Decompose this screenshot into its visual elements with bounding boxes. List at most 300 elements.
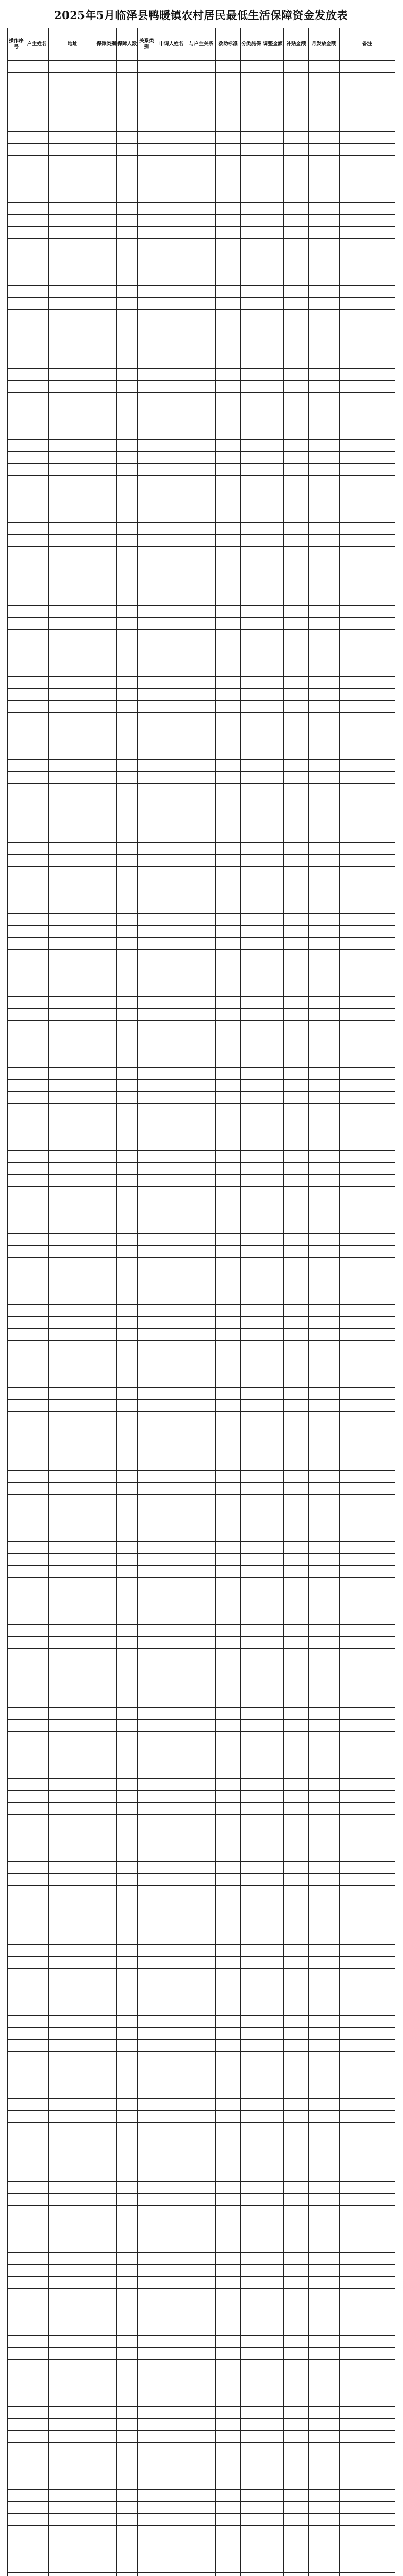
table-cell	[216, 227, 241, 239]
table-cell	[117, 2182, 138, 2194]
table-cell	[309, 535, 340, 547]
table-cell	[117, 1945, 138, 1957]
table-cell	[187, 2502, 216, 2514]
table-cell	[216, 902, 241, 914]
table-cell	[25, 2182, 49, 2194]
table-cell	[216, 1779, 241, 1791]
table-cell	[138, 1862, 156, 1874]
table-cell	[187, 144, 216, 156]
table-cell	[241, 961, 262, 973]
table-cell	[138, 1743, 156, 1755]
table-cell	[25, 1400, 49, 1412]
table-cell	[96, 1222, 117, 1234]
table-cell	[156, 1352, 187, 1364]
table-cell	[309, 1044, 340, 1056]
table-cell	[156, 926, 187, 938]
table-cell	[25, 2537, 49, 2549]
table-cell	[8, 2123, 25, 2134]
table-cell	[96, 167, 117, 179]
table-cell	[96, 1021, 117, 1032]
table-cell	[216, 2253, 241, 2265]
table-row	[8, 84, 395, 96]
table-cell	[8, 1945, 25, 1957]
table-cell	[262, 558, 284, 570]
table-cell	[8, 1269, 25, 1281]
table-cell	[96, 1258, 117, 1269]
table-cell	[138, 2561, 156, 2573]
table-cell	[8, 2134, 25, 2146]
table-cell	[8, 1992, 25, 2004]
table-cell	[309, 1589, 340, 1601]
table-cell	[117, 2300, 138, 2312]
table-cell	[156, 1269, 187, 1281]
table-cell	[309, 1210, 340, 1222]
table-cell	[187, 2360, 216, 2371]
table-cell	[96, 345, 117, 357]
table-cell	[96, 807, 117, 819]
table-cell	[241, 1281, 262, 1293]
table-cell	[8, 2146, 25, 2158]
table-row	[8, 570, 395, 582]
table-cell	[309, 487, 340, 499]
table-cell	[156, 393, 187, 404]
table-cell	[8, 736, 25, 748]
table-cell	[96, 1625, 117, 1637]
table-cell	[138, 1234, 156, 1246]
table-cell	[49, 1317, 96, 1329]
table-cell	[284, 878, 309, 890]
table-cell	[156, 1909, 187, 1921]
table-cell	[8, 2478, 25, 2490]
table-cell	[187, 2371, 216, 2383]
table-cell	[8, 2016, 25, 2028]
table-cell	[138, 1459, 156, 1471]
table-cell	[49, 215, 96, 227]
table-cell	[241, 1175, 262, 1187]
table-cell	[25, 2300, 49, 2312]
table-cell	[49, 878, 96, 890]
table-row	[8, 96, 395, 108]
col-header-persons: 保障人数	[117, 28, 138, 61]
table-cell	[187, 452, 216, 464]
table-cell	[49, 1767, 96, 1779]
table-cell	[309, 1696, 340, 1708]
table-cell	[241, 476, 262, 487]
table-cell	[340, 2514, 395, 2526]
table-cell	[117, 997, 138, 1009]
table-cell	[216, 262, 241, 274]
table-cell	[309, 867, 340, 878]
table-cell	[340, 1400, 395, 1412]
table-cell	[241, 1732, 262, 1743]
table-cell	[262, 452, 284, 464]
table-cell	[284, 1163, 309, 1175]
table-cell	[117, 713, 138, 724]
table-cell	[156, 156, 187, 167]
table-cell	[284, 819, 309, 831]
table-cell	[309, 736, 340, 748]
table-cell	[187, 1068, 216, 1080]
table-cell	[262, 1056, 284, 1068]
table-cell	[25, 452, 49, 464]
table-cell	[187, 2490, 216, 2502]
table-cell	[25, 369, 49, 381]
table-cell	[340, 713, 395, 724]
table-cell	[284, 1305, 309, 1317]
table-cell	[96, 1589, 117, 1601]
table-cell	[241, 2075, 262, 2087]
table-row	[8, 1921, 395, 1933]
table-row	[8, 1720, 395, 1732]
table-cell	[340, 2087, 395, 2099]
table-cell	[284, 1127, 309, 1139]
table-cell	[284, 2194, 309, 2206]
table-cell	[96, 772, 117, 784]
table-cell	[49, 298, 96, 310]
table-cell	[284, 1506, 309, 1518]
table-cell	[187, 1092, 216, 1104]
table-cell	[262, 1862, 284, 1874]
table-cell	[8, 2348, 25, 2360]
table-cell	[25, 2312, 49, 2324]
table-cell	[309, 2300, 340, 2312]
table-cell	[309, 2134, 340, 2146]
table-row	[8, 582, 395, 594]
table-cell	[262, 2265, 284, 2277]
table-cell	[187, 2419, 216, 2431]
table-cell	[96, 2561, 117, 2573]
table-cell	[309, 760, 340, 772]
table-cell	[156, 736, 187, 748]
table-cell	[138, 985, 156, 997]
table-cell	[49, 2289, 96, 2300]
table-cell	[96, 1672, 117, 1684]
table-cell	[241, 1258, 262, 1269]
table-cell	[284, 1660, 309, 1672]
col-header-subsidy: 补贴金额	[284, 28, 309, 61]
table-cell	[241, 1708, 262, 1720]
table-row	[8, 1660, 395, 1672]
table-cell	[117, 1471, 138, 1483]
table-cell	[340, 1246, 395, 1258]
table-cell	[156, 760, 187, 772]
table-cell	[216, 1684, 241, 1696]
table-cell	[187, 1660, 216, 1672]
table-cell	[25, 748, 49, 760]
table-cell	[25, 1660, 49, 1672]
table-cell	[138, 1269, 156, 1281]
table-cell	[340, 1743, 395, 1755]
table-cell	[309, 1104, 340, 1115]
table-row	[8, 357, 395, 369]
table-cell	[117, 2466, 138, 2478]
table-cell	[8, 1115, 25, 1127]
table-row	[8, 1281, 395, 1293]
table-cell	[241, 1352, 262, 1364]
table-cell	[340, 1672, 395, 1684]
table-cell	[49, 1329, 96, 1341]
table-cell	[25, 1969, 49, 1980]
table-cell	[96, 950, 117, 961]
table-cell	[241, 1447, 262, 1459]
table-row	[8, 2052, 395, 2063]
table-cell	[262, 570, 284, 582]
table-cell	[216, 878, 241, 890]
table-cell	[187, 499, 216, 511]
table-cell	[49, 1139, 96, 1151]
table-cell	[284, 2277, 309, 2289]
table-cell	[309, 120, 340, 132]
table-cell	[156, 511, 187, 523]
table-cell	[262, 914, 284, 926]
col-header-relation: 与户主关系	[187, 28, 216, 61]
table-cell	[340, 333, 395, 345]
table-cell	[187, 357, 216, 369]
table-cell	[241, 2431, 262, 2443]
table-cell	[96, 1187, 117, 1198]
table-cell	[96, 570, 117, 582]
table-cell	[241, 641, 262, 653]
table-cell	[49, 1897, 96, 1909]
table-cell	[187, 878, 216, 890]
table-cell	[241, 1506, 262, 1518]
table-cell	[241, 499, 262, 511]
table-cell	[25, 1352, 49, 1364]
table-cell	[8, 2253, 25, 2265]
table-cell	[117, 239, 138, 250]
table-row	[8, 1423, 395, 1435]
table-cell	[241, 1589, 262, 1601]
table-cell	[216, 1566, 241, 1578]
table-cell	[138, 784, 156, 795]
table-cell	[117, 381, 138, 393]
table-cell	[96, 724, 117, 736]
table-cell	[117, 926, 138, 938]
table-cell	[25, 1613, 49, 1625]
table-cell	[241, 973, 262, 985]
table-cell	[309, 997, 340, 1009]
table-cell	[156, 179, 187, 191]
table-cell	[25, 1447, 49, 1459]
table-cell	[8, 61, 25, 73]
table-cell	[96, 2573, 117, 2576]
table-cell	[156, 2265, 187, 2277]
table-cell	[262, 96, 284, 108]
table-cell	[340, 2146, 395, 2158]
table-cell	[309, 250, 340, 262]
table-cell	[309, 2549, 340, 2561]
table-cell	[138, 1376, 156, 1388]
table-cell	[96, 2360, 117, 2371]
table-cell	[241, 1862, 262, 1874]
table-row	[8, 772, 395, 784]
table-cell	[8, 1838, 25, 1850]
table-cell	[284, 1850, 309, 1862]
table-cell	[156, 1791, 187, 1803]
table-cell	[340, 2134, 395, 2146]
table-cell	[25, 2004, 49, 2016]
table-cell	[262, 1068, 284, 1080]
table-cell	[49, 1364, 96, 1376]
table-cell	[49, 665, 96, 677]
table-row	[8, 1388, 395, 1400]
table-cell	[117, 1862, 138, 1874]
table-cell	[241, 795, 262, 807]
table-cell	[216, 239, 241, 250]
table-cell	[284, 1068, 309, 1080]
table-cell	[156, 1850, 187, 1862]
table-cell	[96, 179, 117, 191]
table-cell	[25, 2028, 49, 2040]
table-cell	[216, 523, 241, 535]
table-cell	[284, 2087, 309, 2099]
table-cell	[187, 203, 216, 215]
table-cell	[156, 2537, 187, 2549]
table-row	[8, 1803, 395, 1815]
table-cell	[309, 1921, 340, 1933]
table-cell	[96, 2371, 117, 2383]
table-cell	[262, 1826, 284, 1838]
table-cell	[309, 84, 340, 96]
table-row	[8, 1530, 395, 1542]
table-cell	[138, 404, 156, 416]
table-cell	[117, 2289, 138, 2300]
table-cell	[156, 748, 187, 760]
table-cell	[216, 203, 241, 215]
table-cell	[117, 1897, 138, 1909]
table-row	[8, 179, 395, 191]
table-cell	[187, 345, 216, 357]
table-cell	[262, 2087, 284, 2099]
table-cell	[309, 1163, 340, 1175]
table-cell	[117, 2087, 138, 2099]
table-cell	[340, 1317, 395, 1329]
table-cell	[340, 1068, 395, 1080]
table-cell	[138, 2075, 156, 2087]
table-cell	[49, 2016, 96, 2028]
table-cell	[138, 772, 156, 784]
table-cell	[309, 1281, 340, 1293]
table-cell	[216, 1945, 241, 1957]
table-cell	[309, 1980, 340, 1992]
table-cell	[156, 1127, 187, 1139]
table-cell	[138, 1909, 156, 1921]
table-row	[8, 1175, 395, 1187]
table-cell	[138, 2573, 156, 2576]
table-cell	[216, 2383, 241, 2395]
table-cell	[8, 1400, 25, 1412]
table-cell	[284, 333, 309, 345]
table-cell	[340, 1862, 395, 1874]
table-cell	[96, 985, 117, 997]
table-cell	[187, 1127, 216, 1139]
table-row	[8, 950, 395, 961]
table-cell	[8, 2371, 25, 2383]
table-row	[8, 2537, 395, 2549]
table-cell	[241, 1637, 262, 1649]
table-cell	[96, 369, 117, 381]
table-cell	[25, 464, 49, 476]
table-cell	[138, 1341, 156, 1352]
table-cell	[25, 1435, 49, 1447]
table-cell	[138, 2312, 156, 2324]
table-cell	[187, 1566, 216, 1578]
table-cell	[49, 1732, 96, 1743]
table-cell	[49, 61, 96, 73]
table-cell	[284, 1779, 309, 1791]
table-cell	[284, 144, 309, 156]
table-cell	[284, 558, 309, 570]
table-cell	[284, 772, 309, 784]
table-cell	[138, 1613, 156, 1625]
table-cell	[309, 594, 340, 606]
table-cell	[340, 760, 395, 772]
table-cell	[8, 2466, 25, 2478]
table-cell	[284, 2158, 309, 2170]
table-cell	[241, 227, 262, 239]
table-cell	[284, 1933, 309, 1945]
table-cell	[25, 2123, 49, 2134]
table-cell	[96, 1874, 117, 1886]
table-cell	[216, 1578, 241, 1589]
table-cell	[156, 724, 187, 736]
table-cell	[340, 1388, 395, 1400]
table-cell	[96, 1234, 117, 1246]
table-cell	[117, 1400, 138, 1412]
table-cell	[187, 2537, 216, 2549]
table-cell	[340, 2253, 395, 2265]
table-cell	[262, 807, 284, 819]
table-cell	[187, 1388, 216, 1400]
table-cell	[49, 1815, 96, 1826]
table-cell	[216, 570, 241, 582]
table-row	[8, 2028, 395, 2040]
table-cell	[25, 2407, 49, 2419]
table-cell	[262, 2134, 284, 2146]
table-cell	[96, 227, 117, 239]
table-cell	[216, 2277, 241, 2289]
table-cell	[340, 1139, 395, 1151]
table-cell	[340, 2004, 395, 2016]
table-cell	[138, 1115, 156, 1127]
table-cell	[284, 321, 309, 333]
table-cell	[187, 985, 216, 997]
table-cell	[262, 393, 284, 404]
table-cell	[117, 724, 138, 736]
table-cell	[138, 2206, 156, 2217]
table-cell	[187, 1945, 216, 1957]
table-row	[8, 1412, 395, 1423]
table-cell	[8, 701, 25, 713]
table-cell	[25, 2395, 49, 2407]
table-cell	[117, 1838, 138, 1850]
table-cell	[8, 1305, 25, 1317]
table-cell	[241, 2383, 262, 2395]
table-cell	[25, 523, 49, 535]
table-cell	[25, 1732, 49, 1743]
table-cell	[96, 262, 117, 274]
table-cell	[117, 1554, 138, 1566]
table-cell	[156, 2075, 187, 2087]
table-cell	[8, 310, 25, 321]
table-cell	[216, 1376, 241, 1388]
table-cell	[117, 511, 138, 523]
table-cell	[25, 203, 49, 215]
table-cell	[262, 2123, 284, 2134]
table-row	[8, 1542, 395, 1554]
table-cell	[117, 1104, 138, 1115]
table-cell	[309, 1542, 340, 1554]
